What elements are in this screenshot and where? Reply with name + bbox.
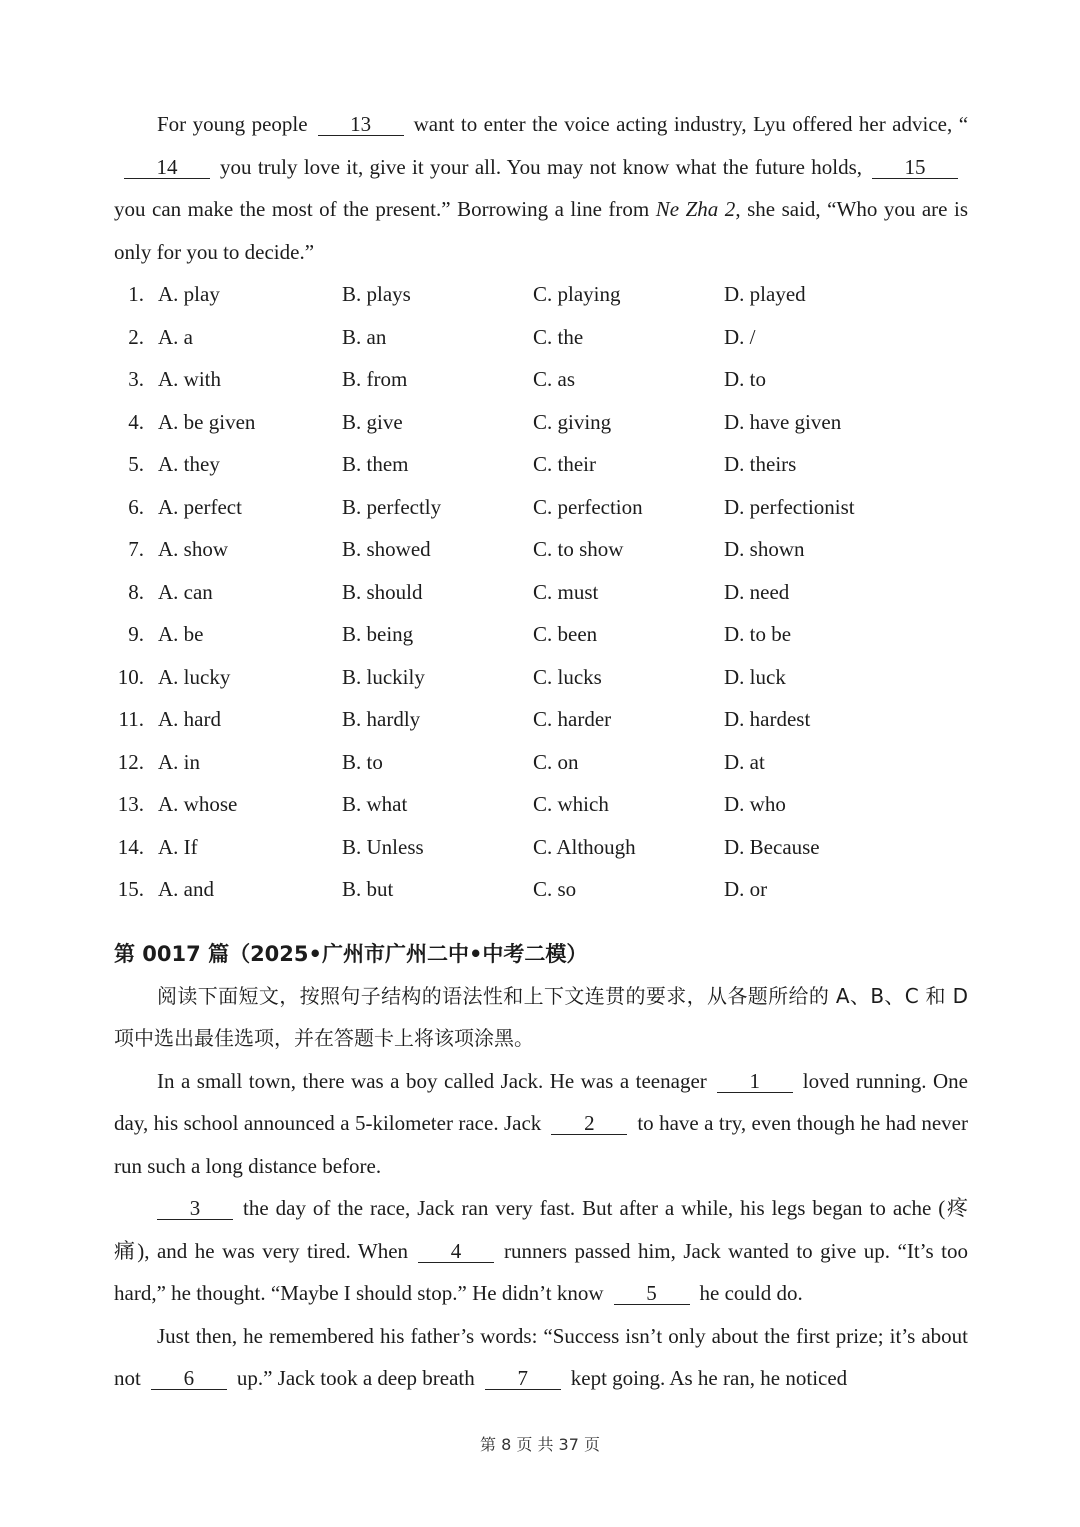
text-segment: , she said, “Who you are is only for you to decide.” [114,197,968,264]
option-a: A. whose [158,792,238,816]
question-number: 1. [128,282,144,306]
text-segment: Just then, he remembered his father’s words: “Success isn’t only about the first prize; it’s about not [114,1323,968,1390]
question-row [114,826,968,869]
option-c: C. as [533,367,575,391]
option-b: B. an [342,324,387,349]
blank-14: 14 [124,156,210,179]
question-number: 14. [117,834,144,859]
option-c: C. must [533,579,599,604]
question-number: 7. [128,537,144,561]
blank-3: 3 [157,1197,233,1220]
option-d: D. theirs [724,452,797,476]
film-title: Ne Zha 2 [655,197,736,221]
option-d: D. hardest [724,707,811,731]
option-b: B. but [342,877,394,901]
option-a: A. and [158,877,214,901]
option-b: B. being [342,622,414,646]
option-d: D. at [724,749,765,774]
option-c: C. perfection [533,494,643,519]
question-number: 6. [128,494,144,519]
text-segment: “ [958,112,969,136]
option-c: C. their [533,452,596,476]
question-row [114,741,968,784]
question-row [114,783,968,826]
option-d: D. who [724,792,786,816]
question-number: 5. [128,452,144,476]
option-a: A. If [158,834,198,859]
question-options-list [114,273,968,911]
option-a: A. show [158,537,229,561]
option-c: C. harder [533,707,612,731]
question-number: 11. [118,707,144,731]
text-segment: he could do. [699,1281,803,1305]
text-segment: up.” Jack took a deep breath [236,1366,475,1390]
option-b: B. luckily [342,664,425,689]
option-a: A. they [158,452,220,476]
option-b: B. give [342,409,403,434]
option-b: B. to [342,749,383,774]
text-segment: you can make the most of the present.” Borrowing a line from [114,197,650,221]
option-c: C. so [533,877,577,901]
question-row [114,571,968,614]
passage-paragraph-3 [114,1315,968,1400]
text-segment: want to enter the voice acting industry, Lyu offered her advice, [413,112,953,136]
option-c: C. Although [533,834,636,859]
option-d: D. need [724,579,790,604]
option-d: D. Because [724,834,820,859]
option-b: B. hardly [342,707,421,731]
question-number: 12. [117,749,144,774]
option-c: C. the [533,324,584,349]
text-segment: the day of the race, Jack ran very fast. But after a while, his legs began to ache (疼痛), and he was very tired. When [114,1196,968,1263]
option-a: A. be [158,622,204,646]
option-b: B. showed [342,537,431,561]
text-segment: kept going. As he ran, he noticed [570,1366,848,1390]
option-a: A. lucky [158,664,231,689]
option-d: D. luck [724,664,786,689]
option-b: B. should [342,579,423,604]
option-c: C. lucks [533,664,602,689]
blank-2: 2 [551,1112,627,1135]
question-number: 4. [128,409,144,434]
question-row [114,358,968,401]
option-c: C. to show [533,537,624,561]
option-b: B. from [342,367,408,391]
question-row [114,656,968,699]
option-d: D. to be [724,622,792,646]
question-row [114,613,968,656]
option-b: B. them [342,452,409,476]
page-footer: 第 8 页 共 37 页 [480,1435,600,1454]
question-row [114,401,968,444]
option-d: D. to [724,367,766,391]
question-number: 9. [128,622,144,646]
question-row [114,698,968,741]
option-c: C. on [533,749,579,774]
passage-ending-paragraph [114,103,968,273]
blank-7: 7 [485,1367,561,1390]
text-segment: you truly love it, give it your all. You may not know what the future holds, [220,154,862,179]
option-a: A. in [158,749,200,774]
question-row [114,443,968,486]
question-number: 15. [117,877,144,901]
option-c: C. been [533,622,598,646]
blank-13: 13 [318,113,404,136]
question-row [114,528,968,571]
option-c: C. which [533,792,609,816]
text-segment: loved running. One day, his school announced a 5-kilometer race. Jack [114,1068,968,1135]
document-page [114,103,968,1400]
option-a: A. a [158,324,193,349]
option-a: A. be given [158,409,256,434]
question-number: 13. [117,792,144,816]
passage-paragraph-1 [114,1060,968,1188]
text-segment: to have a try, even though he had never run such a long distance before. [114,1111,969,1178]
text-segment: In a small town, there was a boy called Jack. He was a teenager [157,1068,707,1093]
blank-5: 5 [614,1282,690,1305]
option-d: D. played [724,282,806,306]
question-number: 2. [128,324,144,349]
option-b: B. what [342,792,408,816]
option-d: D. have given [724,409,842,434]
option-d: D. or [724,877,768,901]
section-heading: 第 0017 篇（2025•广州市广州二中•中考二模） [114,941,588,966]
question-row [114,273,968,316]
blank-1: 1 [717,1070,793,1093]
option-a: A. with [158,367,221,391]
option-a: A. hard [158,707,221,731]
option-b: B. plays [342,282,411,306]
text-segment: For young people [157,112,308,136]
passage-paragraph-2 [114,1187,968,1315]
question-number: 10. [117,664,144,689]
option-b: B. Unless [342,834,424,859]
option-a: A. play [158,282,220,306]
text-segment: runners passed him, Jack wanted to give up. “It’s too hard,” he thought. “Maybe I should stop.” He didn’t know [114,1238,968,1305]
option-c: C. giving [533,409,612,434]
option-b: B. perfectly [342,494,442,519]
question-row [114,316,968,359]
blank-6: 6 [151,1367,227,1390]
option-a: A. perfect [158,494,242,519]
question-number: 3. [128,367,144,391]
question-row [114,868,968,911]
option-d: D. / [724,324,756,349]
option-a: A. can [158,579,213,604]
question-number: 8. [128,579,144,604]
option-d: D. perfectionist [724,494,855,519]
blank-15: 15 [872,156,958,179]
option-d: D. shown [724,537,805,561]
section-instructions: 阅读下面短文，按照句子结构的语法性和上下文连贯的要求，从各题所给的 A、B、C 和 D 项中选出最佳选项，并在答题卡上将该项涂黑。 [114,983,968,1050]
blank-4: 4 [418,1240,494,1263]
option-c: C. playing [533,282,621,306]
question-row [114,486,968,529]
